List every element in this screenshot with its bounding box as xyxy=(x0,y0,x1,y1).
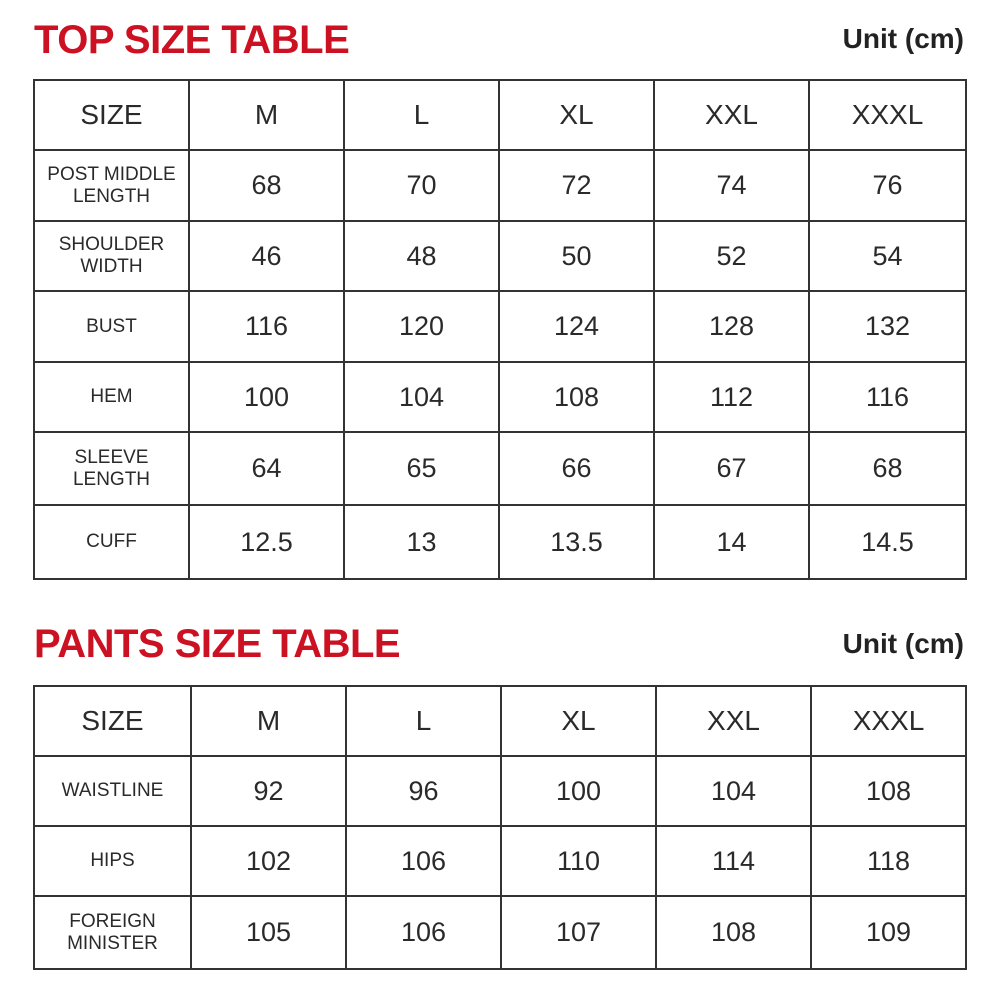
table-cell: 68 xyxy=(809,432,966,505)
table-cell: 46 xyxy=(189,221,344,291)
size-header-cell: SIZE xyxy=(34,80,189,150)
size-header-cell: SIZE xyxy=(34,686,191,756)
table-cell: 92 xyxy=(191,756,346,826)
size-column-header: XL xyxy=(499,80,654,150)
table-cell: 128 xyxy=(654,291,809,362)
table-cell: 68 xyxy=(189,150,344,221)
table-cell: 102 xyxy=(191,826,346,896)
table-cell: 13 xyxy=(344,505,499,579)
table-cell: 72 xyxy=(499,150,654,221)
table-cell: 108 xyxy=(499,362,654,432)
table-cell: 108 xyxy=(811,756,966,826)
table-row xyxy=(34,896,966,969)
table-cell: 132 xyxy=(809,291,966,362)
table-cell: 54 xyxy=(809,221,966,291)
table-cell: 116 xyxy=(189,291,344,362)
measurement-label: BUST xyxy=(34,291,189,362)
table-row xyxy=(34,432,966,505)
table-cell: 105 xyxy=(191,896,346,969)
table-cell: 52 xyxy=(654,221,809,291)
pants-size-table-title: PANTS SIZE TABLE xyxy=(34,622,401,666)
table-row xyxy=(34,221,966,291)
table-cell: 14.5 xyxy=(809,505,966,579)
measurement-label: FOREIGN MINISTER xyxy=(34,896,191,969)
pants-unit-label: Unit (cm) xyxy=(842,628,964,659)
table-cell: 100 xyxy=(501,756,656,826)
measurement-label: POST MIDDLE LENGTH xyxy=(34,150,189,221)
table-cell: 76 xyxy=(809,150,966,221)
table-row xyxy=(34,291,966,362)
table-cell: 106 xyxy=(346,826,501,896)
top-unit-label: Unit (cm) xyxy=(842,23,964,54)
table-row xyxy=(34,505,966,579)
table-row xyxy=(34,362,966,432)
table-cell: 70 xyxy=(344,150,499,221)
size-column-header: XXL xyxy=(656,686,811,756)
top-size-table xyxy=(33,79,967,580)
measurement-label: WAISTLINE xyxy=(34,756,191,826)
table-cell: 110 xyxy=(501,826,656,896)
measurement-label: HEM xyxy=(34,362,189,432)
size-column-header: M xyxy=(189,80,344,150)
measurement-label: CUFF xyxy=(34,505,189,579)
table-header-row xyxy=(34,80,966,150)
size-column-header: L xyxy=(346,686,501,756)
top-size-table-title: TOP SIZE TABLE xyxy=(34,18,350,62)
table-cell: 104 xyxy=(656,756,811,826)
table-cell: 67 xyxy=(654,432,809,505)
size-column-header: XXXL xyxy=(809,80,966,150)
table-cell: 100 xyxy=(189,362,344,432)
table-cell: 116 xyxy=(809,362,966,432)
table-cell: 104 xyxy=(344,362,499,432)
size-column-header: XXL xyxy=(654,80,809,150)
table-row xyxy=(34,150,966,221)
pants-size-table xyxy=(33,685,967,970)
size-column-header: XL xyxy=(501,686,656,756)
table-cell: 12.5 xyxy=(189,505,344,579)
table-cell: 124 xyxy=(499,291,654,362)
table-cell: 114 xyxy=(656,826,811,896)
table-cell: 108 xyxy=(656,896,811,969)
table-cell: 48 xyxy=(344,221,499,291)
size-column-header: M xyxy=(191,686,346,756)
table-cell: 120 xyxy=(344,291,499,362)
table-cell: 13.5 xyxy=(499,505,654,579)
measurement-label: HIPS xyxy=(34,826,191,896)
size-column-header: XXXL xyxy=(811,686,966,756)
table-row xyxy=(34,756,966,826)
table-cell: 112 xyxy=(654,362,809,432)
measurement-label: SHOULDER WIDTH xyxy=(34,221,189,291)
table-cell: 107 xyxy=(501,896,656,969)
table-cell: 66 xyxy=(499,432,654,505)
table-cell: 118 xyxy=(811,826,966,896)
table-cell: 106 xyxy=(346,896,501,969)
table-header-row xyxy=(34,686,966,756)
table-cell: 50 xyxy=(499,221,654,291)
table-row xyxy=(34,826,966,896)
table-cell: 74 xyxy=(654,150,809,221)
table-cell: 65 xyxy=(344,432,499,505)
table-cell: 64 xyxy=(189,432,344,505)
table-cell: 96 xyxy=(346,756,501,826)
size-column-header: L xyxy=(344,80,499,150)
table-cell: 14 xyxy=(654,505,809,579)
table-cell: 109 xyxy=(811,896,966,969)
measurement-label: SLEEVE LENGTH xyxy=(34,432,189,505)
